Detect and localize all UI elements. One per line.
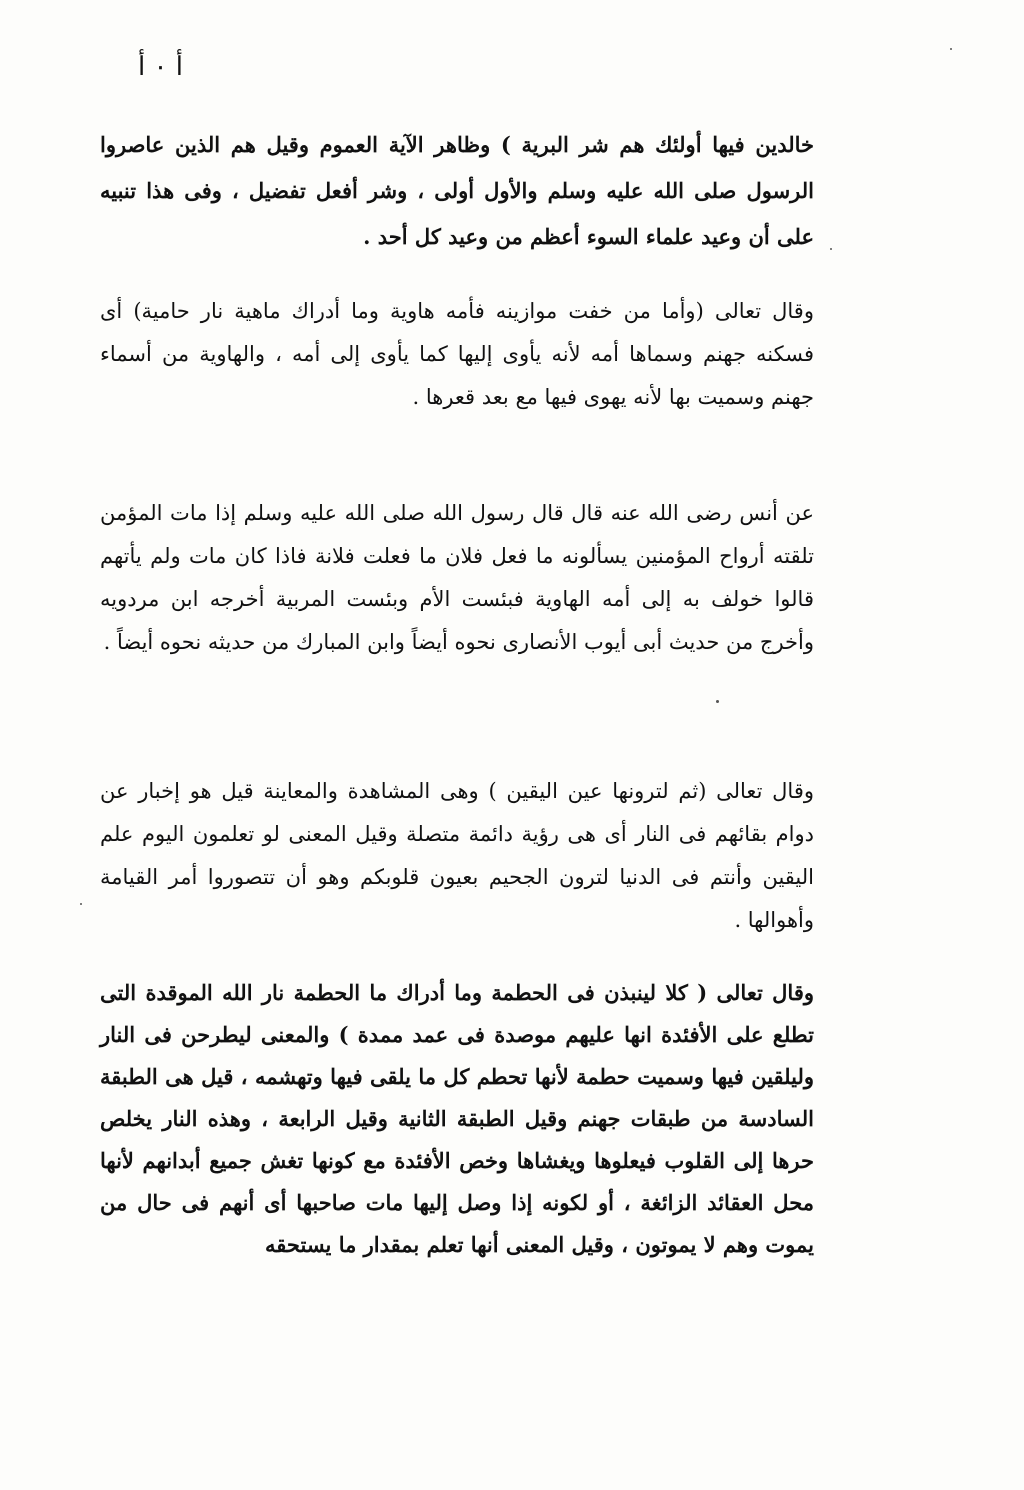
scan-speck bbox=[830, 248, 832, 250]
paragraph-5: وقال تعالى ( كلا لينبذن فى الحطمة وما أدراك ما الحطمة نار الله الموقدة التى تطلع على الأفئدة انها عليهم موصدة فى عمد ممدة ) والمعنى ليطرحن فى النار وليلقين فيها وسميت حطمة لأنها تحطم كل ما يلقى فيها وتهشمه ، قيل هى الطبقة السادسة من طبقات جهنم وقيل الطبقة الثانية وقيل الرابعة ، وهذه النار يخلص حرها إلى القلوب فيعلوها ويغشاها وخص الأفئدة مع كونها تغش جميع أبدانهم لأنها محل العقائد الزائغة ، أو لكونه إذا وصل إليها مات صاحبها أى أنهم فى حال من يموت وهم لا يموتون ، وقيل المعنى أنها تعلم بمقدار ما يستحقه bbox=[100, 980, 814, 1257]
scan-speck bbox=[80, 903, 82, 905]
paragraph-1: خالدين فيها أولئك هم شر البرية ) وظاهر الآية العموم وقيل هم الذين عاصروا الرسول صلى الله عليه وسلم والأول أولى ، وشر أفعل تفضيل ، وفى هذا تنبيه على أن وعيد علماء السوء أعظم من وعيد كل أحد . bbox=[100, 132, 814, 249]
paragraph-3: عن أنس رضى الله عنه قال قال رسول الله صلى الله عليه وسلم إذا مات المؤمن تلقته أرواح المؤمنين يسألونه ما فعل فلان ما فعلت فلانة فاذا كان مات ولم يأتهم قالوا خولف به إلى أمه الهاوية فبئست الأم وبئست المربية أخرجه ابن مردويه وأخرج من حديث أبى أيوب الأنصارى نحوه أيضاً وابن المبارك من حديثه نحوه أيضاً . bbox=[100, 501, 814, 654]
page-number: أ ٠ أ bbox=[138, 52, 183, 82]
paragraph-4: وقال تعالى (ثم لترونها عين اليقين ) وهى المشاهدة والمعاينة قيل هو إخبار عن دوام بقائهم فى النار أى هى رؤية دائمة متصلة وقيل المعنى لو تعلمون اليوم علم اليقين وأنتم فى الدنيا لترون الجحيم بعيون قلوبكم وهو أن تتصوروا أمر القيامة وأهوالها . bbox=[100, 779, 814, 932]
paragraph-2: وقال تعالى (وأما من خفت موازينه فأمه هاوية وما أدراك ماهية نار حامية) أى فسكنه جهنم وسماها أمه لأنه يأوى إليها كما يأوى إلى أمه ، والهاوية من أسماء جهنم وسميت بها لأنه يهوى فيها مع بعد قعرها . bbox=[100, 299, 814, 409]
scan-speck bbox=[950, 48, 952, 50]
scan-speck bbox=[716, 700, 719, 703]
